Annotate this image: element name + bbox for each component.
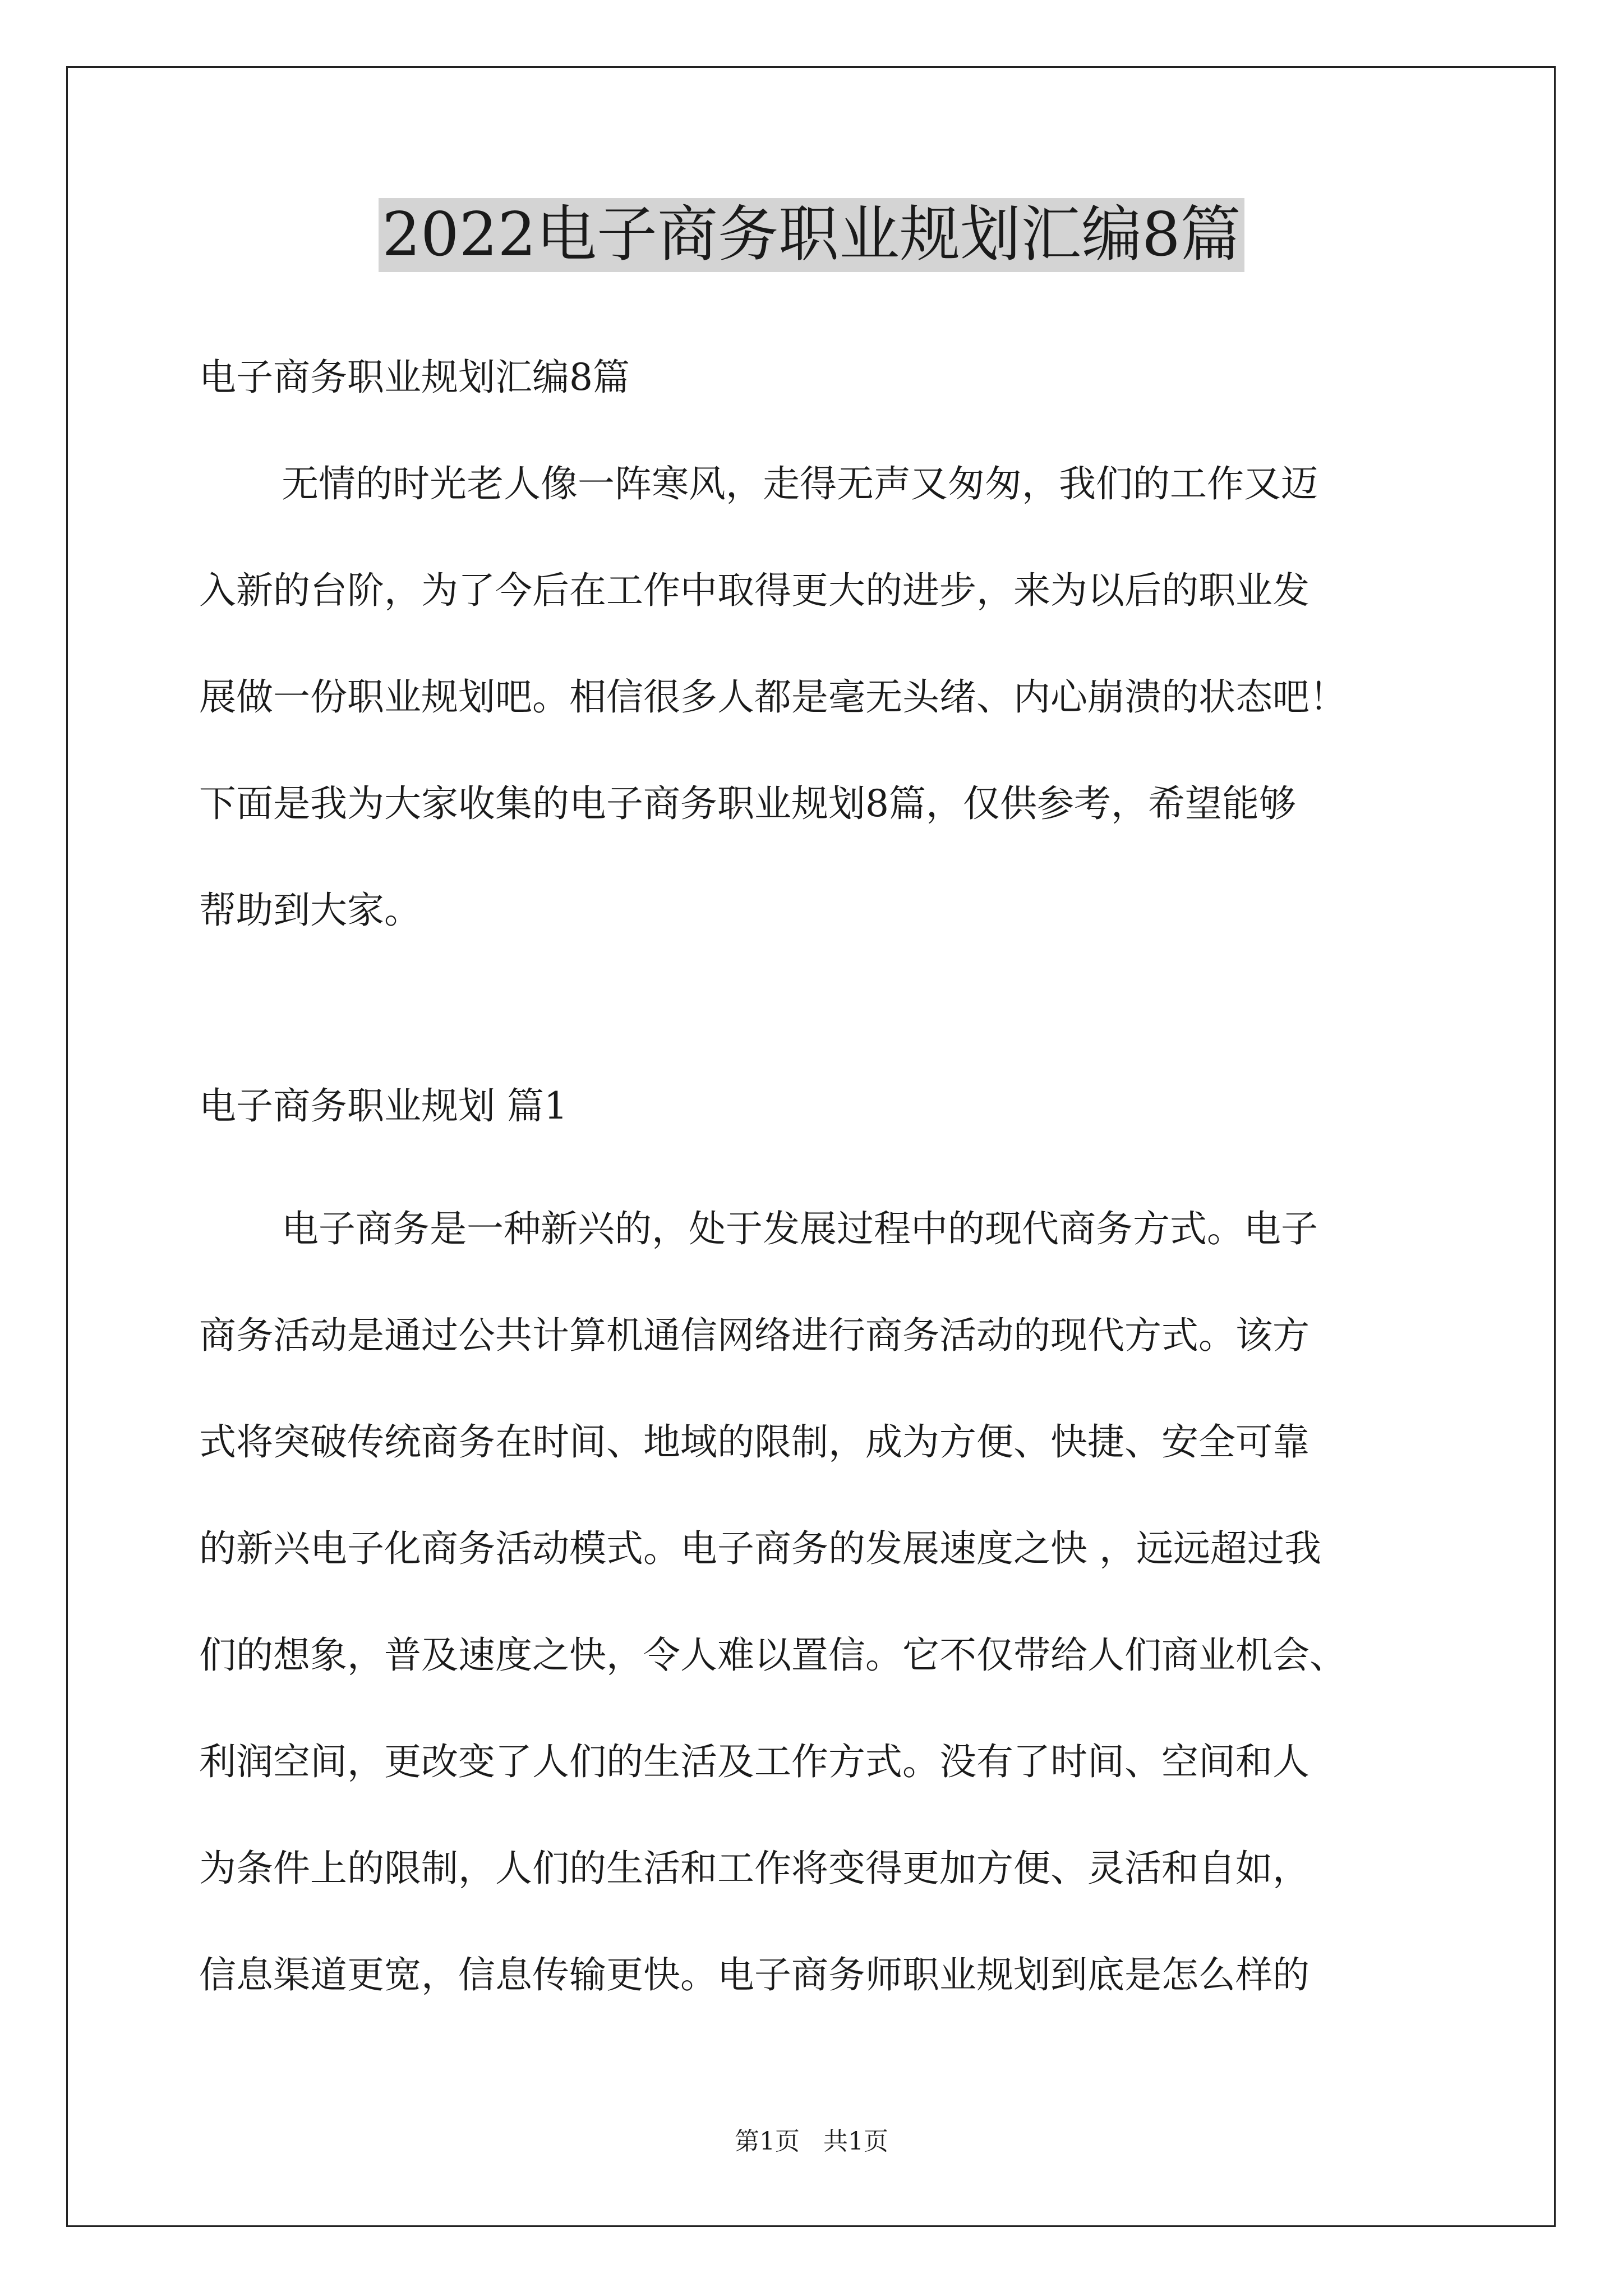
- intro-line: 帮助到大家。: [199, 889, 421, 932]
- section-line: 为条件上的限制，人们的生活和工作将变得更加方便、灵活和自如，: [199, 1847, 1310, 1890]
- section-line: 商务活动是通过公共计算机通信网络进行商务活动的现代方式。该方: [199, 1314, 1310, 1357]
- section-line: 电子商务是一种新兴的，处于发展过程中的现代商务方式。电子: [282, 1207, 1318, 1250]
- document-title-text: 2022电子商务职业规划汇编8篇: [379, 198, 1244, 272]
- intro-line: 展做一份职业规划吧。相信很多人都是毫无头绪、内心崩溃的状态吧！: [199, 675, 1347, 719]
- intro-line: 入新的台阶，为了今后在工作中取得更大的进步，来为以后的职业发: [199, 569, 1310, 612]
- section-line: 利润空间，更改变了人们的生活及工作方式。没有了时间、空间和人: [199, 1740, 1310, 1783]
- intro-line: 无情的时光老人像一阵寒风，走得无声又匆匆，我们的工作又迈: [282, 462, 1318, 505]
- document-subtitle: 电子商务职业规划汇编8篇: [199, 356, 630, 399]
- section-line: 式将突破传统商务在时间、地域的限制，成为方便、快捷、安全可靠: [199, 1420, 1310, 1464]
- section-line: 的新兴电子化商务活动模式。电子商务的发展速度之快 ，远远超过我: [199, 1527, 1321, 1570]
- section-line: 信息渠道更宽，信息传输更快。电子商务师职业规划到底是怎么样的: [199, 1953, 1310, 1996]
- intro-line: 下面是我为大家收集的电子商务职业规划8篇，仅供参考，希望能够: [199, 782, 1296, 825]
- section-heading: 电子商务职业规划 篇1: [199, 1084, 568, 1128]
- document-title: [0, 198, 1623, 289]
- section-line: 们的想象，普及速度之快，令人难以置信。它不仅带给人们商业机会、: [199, 1634, 1347, 1677]
- page-footer: 第1页 共1页: [735, 2127, 888, 2156]
